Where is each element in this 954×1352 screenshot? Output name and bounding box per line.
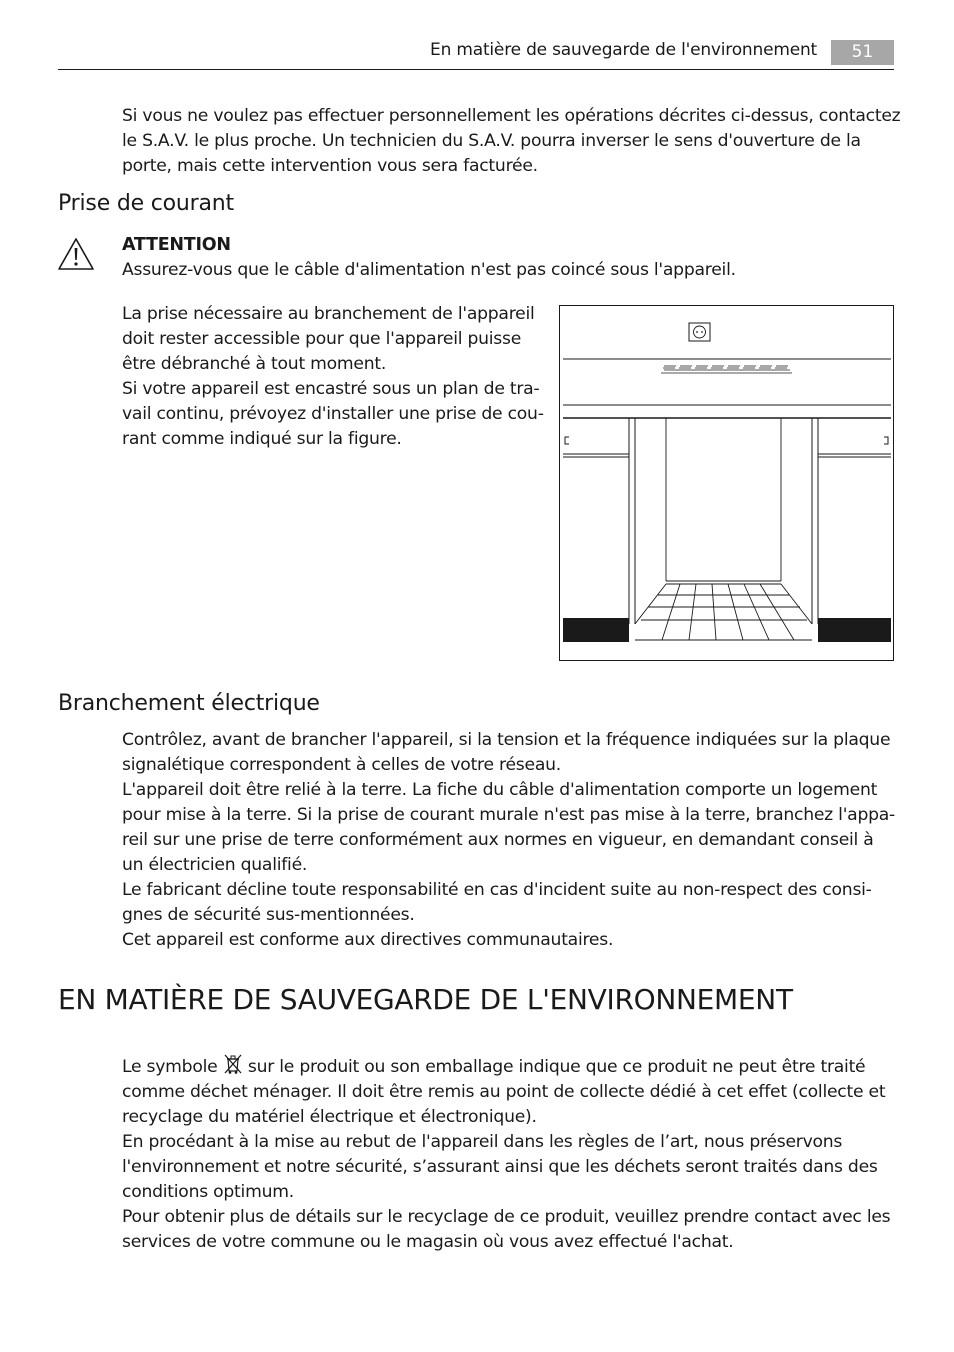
intro-paragraph: [122, 104, 900, 179]
attention-text: Assurez-vous que le câble d'alimentation n'est pas coincé sous l'appareil.: [122, 260, 736, 280]
text-line: signalétique correspondent à celles de votre réseau.: [122, 755, 561, 775]
right-plinth: [818, 618, 891, 642]
running-header-title: En matière de sauvegarde de l'environnement: [430, 40, 817, 60]
niche-illustration: [560, 306, 893, 660]
niche-interior: [635, 418, 812, 640]
attention-label: ATTENTION: [122, 235, 231, 255]
text-line: Contrôlez, avant de brancher l'appareil, si la tension et la fréquence indiquées sur la plaque: [122, 730, 891, 750]
text-line: L'appareil doit être relié à la terre. La fiche du câble d'alimentation comporte un logement: [122, 780, 878, 800]
text-line: [122, 1053, 890, 1080]
environnement-paragraph: [122, 1053, 890, 1255]
text-line: En procédant à la mise au rebut de l'appareil dans les règles de l’art, nous préservons: [122, 1132, 843, 1152]
text-line: le S.A.V. le plus proche. Un technicien du S.A.V. pourra inverser le sens d'ouverture de la: [122, 131, 861, 151]
text-line: Si vous ne voulez pas effectuer personnellement les opérations décrites ci-dessus, contactez: [122, 106, 901, 126]
section-heading-prise: Prise de courant: [58, 191, 234, 216]
text-line: conditions optimum.: [122, 1182, 294, 1202]
attention-block: [122, 233, 736, 283]
vent-grille: [661, 366, 792, 373]
text-line: un électricien qualifié.: [122, 855, 308, 875]
text-line: Pour obtenir plus de détails sur le recyclage de ce produit, veuillez prendre contact avec les: [122, 1207, 891, 1227]
left-cabinet: [563, 418, 635, 624]
prise-paragraph: [122, 302, 544, 452]
warning-triangle-icon: [57, 237, 95, 271]
text-line: vail continu, prévoyez d'installer une prise de cou-: [122, 404, 544, 424]
text-fragment: Le symbole: [122, 1057, 218, 1077]
crossed-bin-icon: [223, 1053, 243, 1075]
branchement-paragraph: [122, 728, 895, 953]
text-line: gnes de sécurité sus-mentionnées.: [122, 905, 415, 925]
text-line: rant comme indiqué sur la figure.: [122, 429, 402, 449]
text-line: comme déchet ménager. Il doit être remis au point de collecte dédié à cet effet (collecte et: [122, 1082, 886, 1102]
text-line: être débranché à tout moment.: [122, 354, 387, 374]
text-line: recyclage du matériel électrique et électronique).: [122, 1107, 537, 1127]
right-cabinet: [812, 418, 891, 624]
text-line: La prise nécessaire au branchement de l'appareil: [122, 304, 535, 324]
section-heading-branchement: Branchement électrique: [58, 691, 320, 716]
text-line: pour mise à la terre. Si la prise de courant murale n'est pas mise à la terre, branchez l'appa-: [122, 805, 896, 825]
text-line: porte, mais cette intervention vous sera facturée.: [122, 156, 538, 176]
text-line: doit rester accessible pour que l'appareil puisse: [122, 329, 522, 349]
wall-socket-icon: [689, 323, 710, 341]
left-plinth: [563, 618, 629, 642]
text-line: l'environnement et notre sécurité, s’assurant ainsi que les déchets seront traités dans des: [122, 1157, 878, 1177]
text-line: services de votre commune ou le magasin où vous avez effectué l'achat.: [122, 1232, 734, 1252]
page-number: 51: [831, 40, 894, 65]
text-fragment: sur le produit ou son emballage indique que ce produit ne peut être traité: [247, 1057, 866, 1077]
header-rule: [58, 69, 894, 70]
text-line: Si votre appareil est encastré sous un plan de tra-: [122, 379, 540, 399]
section-title-environnement: EN MATIÈRE DE SAUVEGARDE DE L'ENVIRONNEMENT: [58, 983, 793, 1016]
text-line: Cet appareil est conforme aux directives communautaires.: [122, 930, 614, 950]
text-line: reil sur une prise de terre conformément aux normes en vigueur, en demandant conseil à: [122, 830, 874, 850]
text-line: Le fabricant décline toute responsabilité en cas d'incident suite au non-respect des consi-: [122, 880, 872, 900]
socket-installation-figure: [559, 305, 894, 661]
